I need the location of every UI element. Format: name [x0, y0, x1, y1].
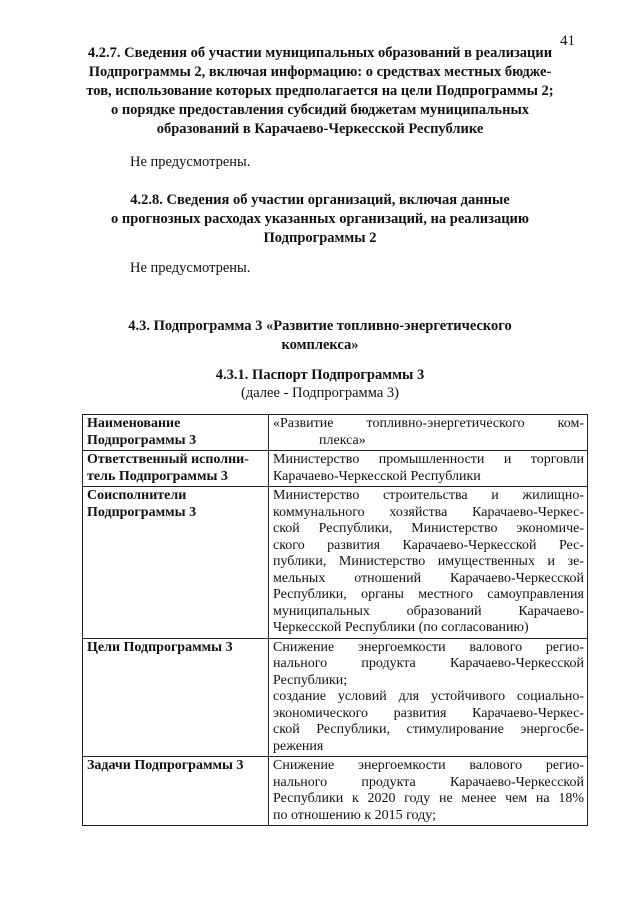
heading-line: тов, использование которых предполагается на цели Подпрограммы 2; [86, 83, 554, 99]
table-row [83, 757, 588, 826]
table-row [83, 451, 588, 487]
subtitle-line: (далее - Подпрограмма 3) [241, 385, 399, 401]
row-value: Снижение энергоемкости валового регио- нального продукта Карачаево-Черкесской Республики; создание условий для устойчивого социально- экономического развития Карачаево-Черкес- ской Республики, стимулирование энергосбе- режения [269, 638, 588, 757]
row-label: Наименование Подпрограммы 3 [83, 415, 269, 451]
heading-line: о прогнозных расходах указанных организаций, на реализацию [111, 211, 529, 227]
row-value: Министерство промышленности и торговли Карачаево-Черкесской Республики [269, 451, 588, 487]
heading-line: Подпрограммы 2 [263, 230, 377, 246]
passport-table [82, 414, 588, 826]
section-4-3-heading [0, 317, 640, 355]
heading-line: образований в Карачаево-Черкесской Республике [156, 121, 484, 137]
row-label: Цели Подпрограммы 3 [83, 638, 269, 757]
heading-line: 4.2.7. Сведения об участии муниципальных образований в реализации [87, 45, 553, 61]
row-label: Ответственный исполни- тель Подпрограммы 3 [83, 451, 269, 487]
heading-line: комплекса» [281, 337, 359, 353]
table-row [83, 415, 588, 451]
table-row [83, 487, 588, 639]
heading-line: 4.3. Подпрограмма 3 «Развитие топливно-энергетического [128, 318, 512, 334]
row-value: «Развитие топливно-энергетического ком- плекса» [269, 415, 588, 451]
heading-line: 4.2.8. Сведения об участии организаций, включая данные [130, 192, 510, 208]
row-label: Задачи Подпрограммы 3 [83, 757, 269, 826]
row-value: Министерство строительства и жилищно- коммунального хозяйства Карачаево-Черкес- ской Республики, Министерство экономиче- ского развития Карачаево-Черкесской Рес- публики, Министерство имущественных и зе- мельных отношений Карачаево-Черкесской Республики, органы местного самоуправления муниципальных образований Карачаево- Черкесской Республики (по согласованию) [269, 487, 588, 639]
section-4-2-7-heading [0, 44, 640, 139]
page-number: 41 [560, 33, 575, 49]
row-label: Соисполнители Подпрограммы 3 [83, 487, 269, 639]
section-4-3-1-subtitle [0, 384, 640, 402]
section-4-2-8-text: Не предусмотрены. [130, 260, 251, 276]
heading-line: о порядке предоставления субсидий бюджетам муниципальных [110, 102, 530, 118]
section-4-2-7-text: Не предусмотрены. [130, 154, 251, 170]
row-value: Снижение энергоемкости валового регио- нального продукта Карачаево-Черкесской Республики к 2020 году не менее чем на 18% по отношению к 2015 году; [269, 757, 588, 826]
section-4-2-8-heading [0, 191, 640, 248]
table-row [83, 638, 588, 757]
section-4-3-1-title: 4.3.1. Паспорт Подпрограммы 3 [215, 367, 425, 383]
heading-line: Подпрограммы 2, включая информацию: о средствах местных бюдже- [88, 64, 552, 80]
